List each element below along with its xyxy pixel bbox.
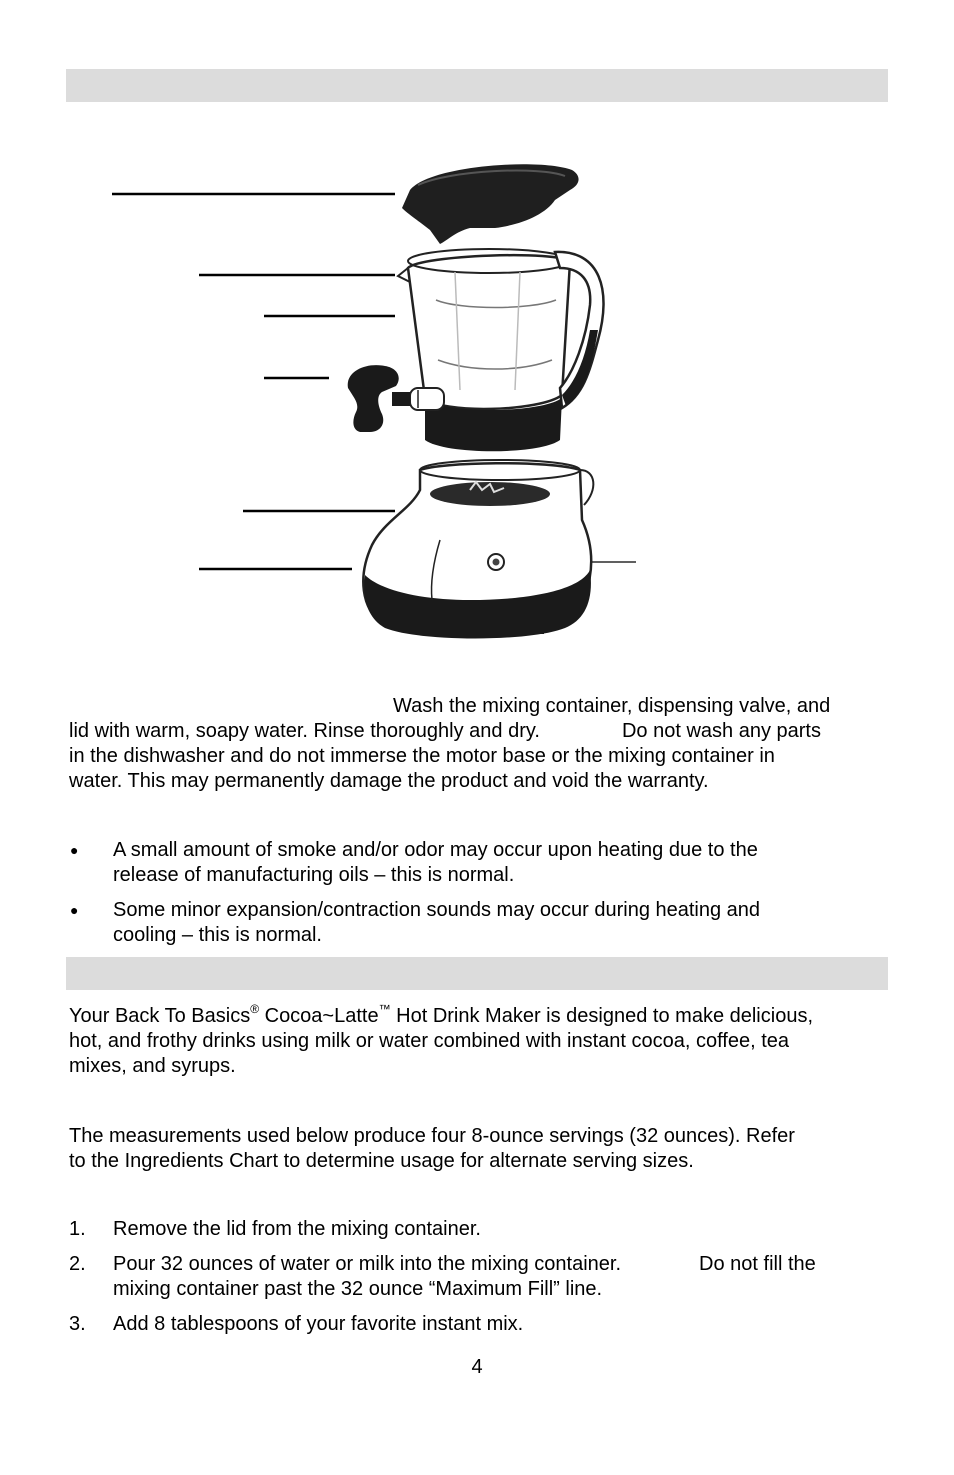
first-use-notes-list (69, 838, 889, 958)
lid-drawing (402, 164, 579, 244)
page-number: 4 (471, 1356, 483, 1378)
intro-paragraph: Your Back To Basics® Cocoa~Latte™ Hot Drink Maker is designed to make delicious, hot, and frothy drinks using milk or water combined with instant cocoa, coffee, tea mixes, and syrups. (69, 1002, 813, 1077)
list-item: 3. Add 8 tablespoons of your favorite instant mix. (69, 1313, 524, 1335)
motor-base-drawing (363, 460, 593, 639)
section-header-bar (66, 957, 888, 990)
product-exploded-diagram (0, 150, 954, 650)
mixing-container-drawing (398, 249, 604, 451)
bullet-icon: ● (70, 842, 79, 858)
list-item: 2. Pour 32 ounces of water or milk into the mixing container. Do not fill the mixing container past the 32 ounce “Maximum Fill” line. (69, 1253, 816, 1300)
measurements-paragraph: The measurements used below produce four 8-ounce servings (32 ounces). Refer to the Ingredients Chart to determine usage for alternate serving sizes. (69, 1125, 795, 1172)
list-item: ● A small amount of smoke and/or odor may occur upon heating due to the release of manufacturing oils – this is normal. (70, 839, 758, 886)
cleaning-instructions: Wash the mixing container, dispensing valve, and lid with warm, soapy water. Rinse thoroughly and dry. Do not wash any parts in the dishwasher and do not immerse the motor base or the mixing container in water. This may permanently damage the product and void the warranty. (69, 695, 831, 792)
list-item: 1. Remove the lid from the mixing container. (69, 1218, 481, 1240)
section-header-bar (66, 69, 888, 102)
instruction-steps-list (69, 1217, 889, 1347)
list-item: ● Some minor expansion/contraction sounds may occur during heating and cooling – this is normal. (70, 899, 761, 946)
bullet-icon: ● (70, 902, 79, 918)
dispensing-valve-drawing (348, 365, 410, 432)
